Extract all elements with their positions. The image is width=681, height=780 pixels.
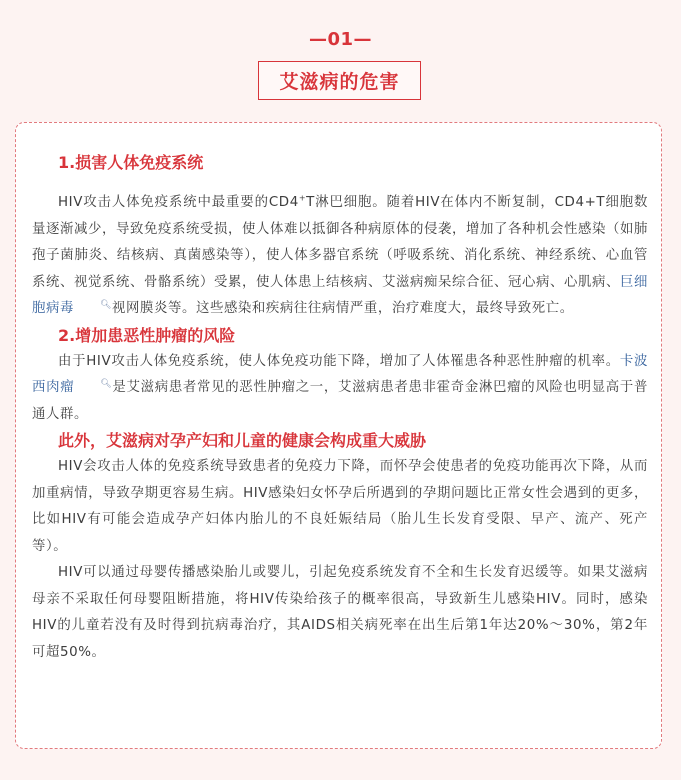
heading-immune-damage: 1.损害人体免疫系统 [58,153,204,172]
paragraph-child: HIV可以通过母婴传播感染胎儿或婴儿，引起免疫系统发育不全和生长发育迟缓等。如果艾滋病母亲不采取任何母婴阻断措施，将HIV传染给孩子的概率很高，导致新生儿感染HIV。同时，感染HIV的儿童若没有及时得到抗病毒治疗，其AIDS相关病死率在出生后第1年达20%～30%，第2年可超50%。 [32,565,648,660]
superscript: + [298,193,307,203]
text-segment: 是艾滋病患者常见的恶性肿瘤之一，艾滋病患者患非霍奇金淋巴瘤的风险也明显高于普通人群。 [32,380,648,422]
text-segment: 由于HIV攻击人体免疫系统，使人体免疫功能下降，增加了人体罹患各种恶性肿瘤的机率。 [58,353,620,369]
link-cytomegalovirus[interactable]: 巨细胞病毒 [32,274,648,316]
text-segment: HIV攻击人体免疫系统中最重要的CD4 [58,195,299,210]
link-kaposi-sarcoma[interactable]: 卡波西肉瘤 [32,353,648,395]
paragraph-tumor-risk [32,349,648,429]
text-segment: 视网膜炎等。这些感染和疾病往往病情严重，治疗难度大，最终导致死亡。 [112,301,574,316]
text-segment: T淋巴细胞。随着HIV在体内不断复制，CD4+T细胞数量逐渐减少，导致免疫系统受损，使人体难以抵御各种病原体的侵袭，增加了各种机会性感染（如肺孢子菌肺炎、结核病、真菌感染等），使人体多器官系统（呼吸系统、消化系统、神经系统、心血管系统、视觉系统、骨骼系统）受累，使人体患上结核病、艾滋病痴呆综合征、冠心病、心肌病、 [32,195,648,290]
search-icon[interactable]: 🔍︎ [99,299,113,310]
section-title: 艾滋病的危害 [279,71,400,93]
paragraph-immune-damage [32,190,648,323]
section-number: —01— [308,29,373,50]
heading-tumor-risk: 2.增加患恶性肿瘤的风险 [58,325,236,345]
search-icon[interactable]: 🔍︎ [100,378,113,389]
article-content [32,150,648,666]
paragraph-maternal: HIV会攻击人体的免疫系统导致患者的免疫力下降，而怀孕会使患者的免疫功能再次下降，从而加重病情，导致孕期更容易生病。HIV感染妇女怀孕后所遇到的孕期问题比正常女性会遇到的更多，比如HIV有可能会造成孕产妇体内胎儿的不良妊娠结局（胎儿生长发育受限、早产、流产、死产等）。 [32,459,648,554]
heading-maternal-child: 此外，艾滋病对孕产妇和儿童的健康会构成重大威胁 [58,431,427,450]
section-title-box [258,61,421,100]
